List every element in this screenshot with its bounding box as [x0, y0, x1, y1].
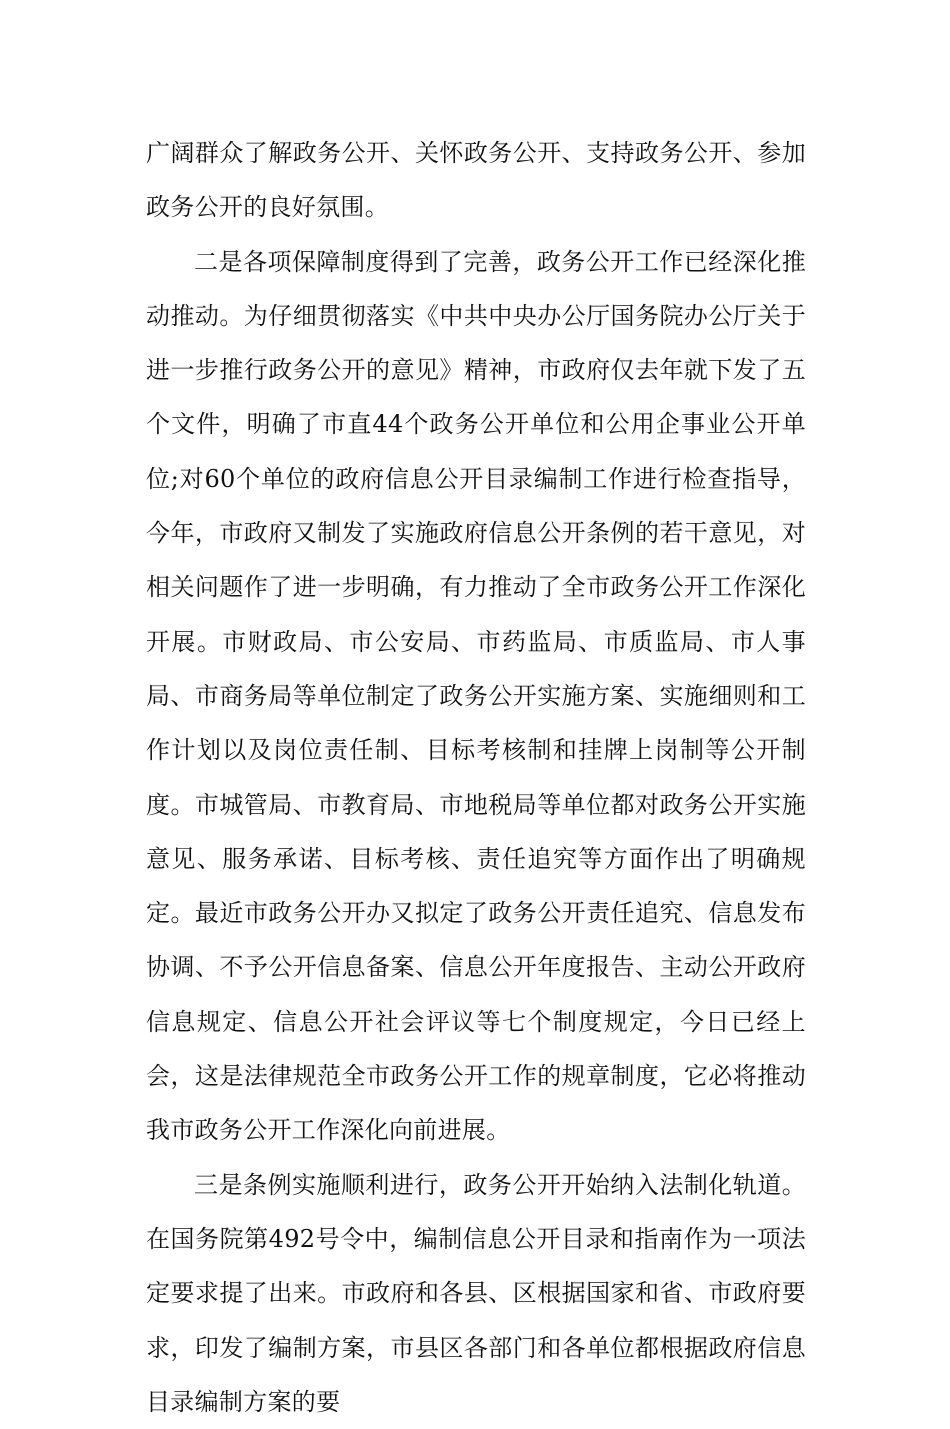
document-body	[146, 126, 806, 1429]
paragraph-point-two: 二是各项保障制度得到了完善，政务公开工作已经深化推动推动。为仔细贯彻落实《中共中央办公厅国务院办公厅关于进一步推行政务公开的意见》精神，市政府仅去年就下发了五个文件，明确了市直44个政务公开单位和公用企事业公开单位;对60个单位的政府信息公开目录编制工作进行检查指导，今年，市政府又制发了实施政府信息公开条例的若干意见，对相关问题作了进一步明确，有力推动了全市政务公开工作深化开展。市财政局、市公安局、市药监局、市质监局、市人事局、市商务局等单位制定了政务公开实施方案、实施细则和工作计划以及岗位责任制、目标考核制和挂牌上岗制等公开制度。市城管局、市教育局、市地税局等单位都对政务公开实施意见、服务承诺、目标考核、责任追究等方面作出了明确规定。最近市政务公开办又拟定了政务公开责任追究、信息发布协调、不予公开信息备案、信息公开年度报告、主动公开政府信息规定、信息公开社会评议等七个制度规定，今日已经上会，这是法律规范全市政务公开工作的规章制度，它必将推动我市政务公开工作深化向前进展。	[146, 247, 806, 1145]
paragraph-continuation: 广阔群众了解政务公开、关怀政务公开、支持政务公开、参加政务公开的良好氛围。	[146, 139, 806, 222]
paragraph-point-three: 三是条例实施顺利进行，政务公开开始纳入法制化轨道。在国务院第492号令中，编制信息公开目录和指南作为一项法定要求提了出来。市政府和各县、区根据国家和省、市政府要求，印发了编制方案，市县区各部门和各单位都根据政府信息目录编制方案的要	[146, 1170, 806, 1416]
